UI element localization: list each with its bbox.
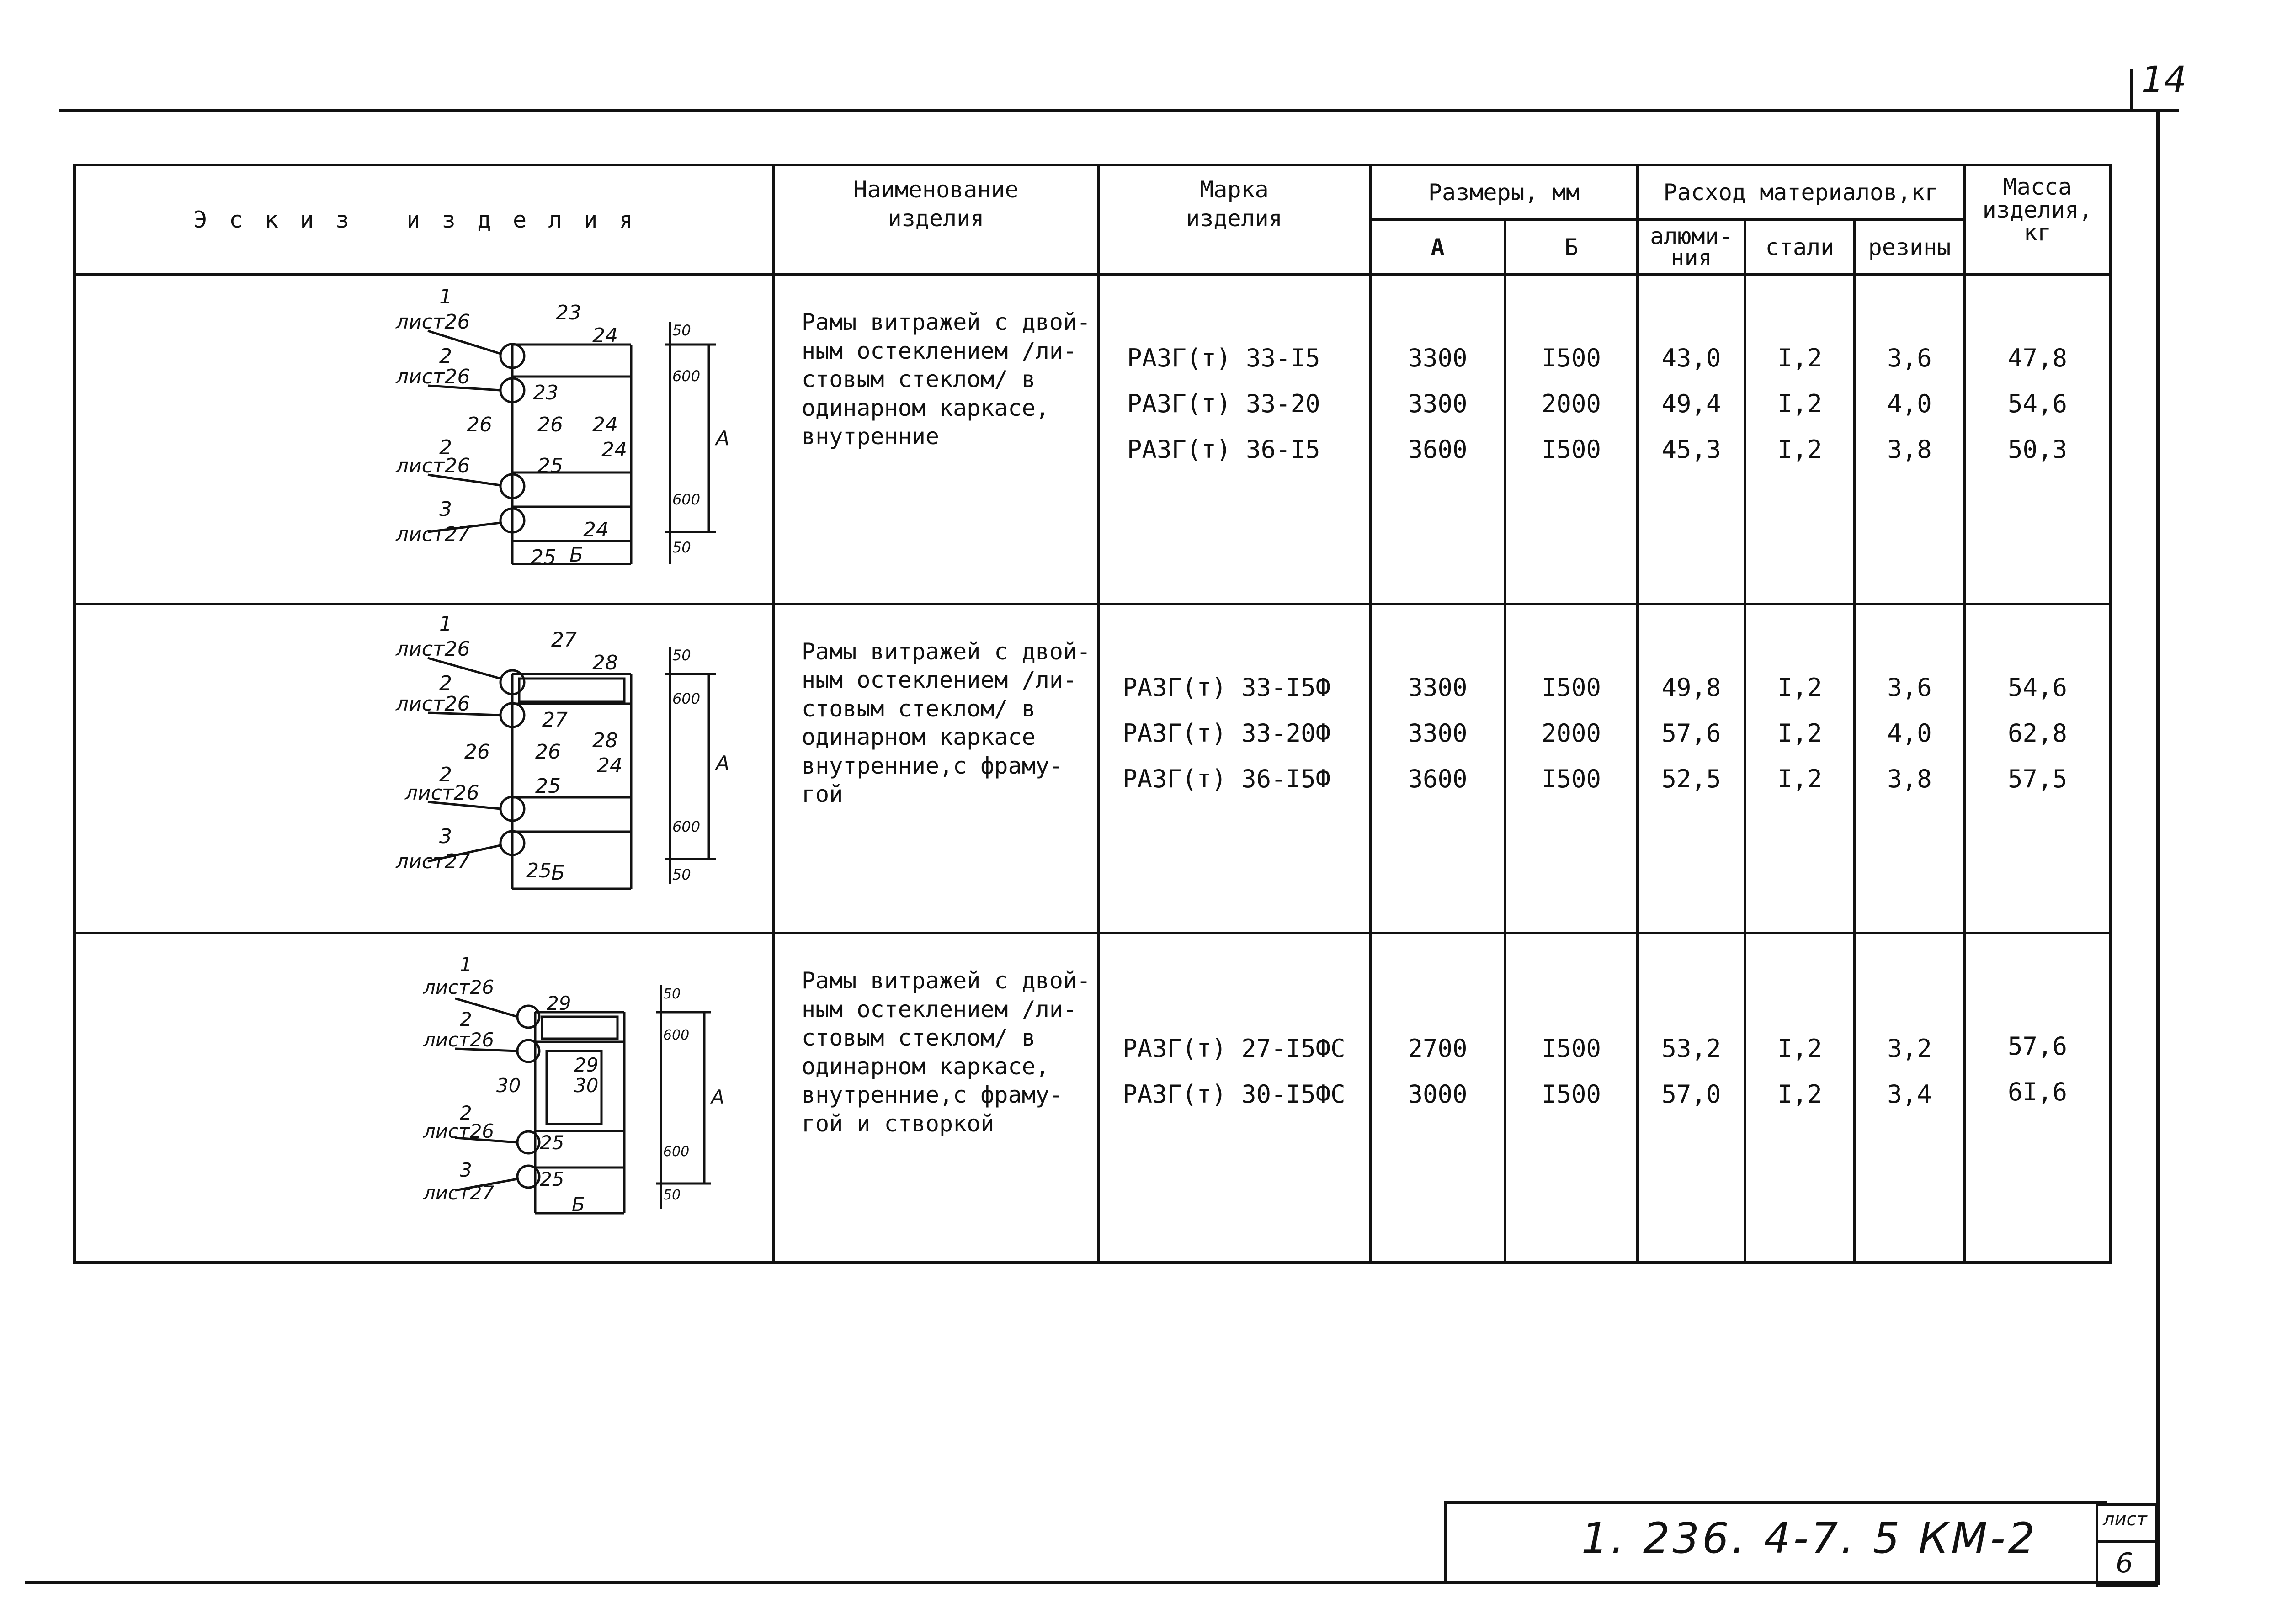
sketch-ref-num: 2 (439, 345, 452, 368)
frame-sketch-2 (76, 605, 771, 925)
sketch-dim: 50 (672, 539, 691, 556)
bottom-border-line (25, 1581, 2157, 1584)
rubber-value: 3,8 (1887, 764, 1932, 793)
sketch-part-num: 23 (556, 301, 581, 324)
sketch-part-num: 25 (540, 1131, 564, 1154)
table-row (74, 275, 2111, 604)
sketch-ref-sheet: лист27 (396, 523, 470, 546)
header-size-b: Б (1505, 220, 1638, 275)
sketch-dim: 50 (672, 646, 691, 664)
sketch-ref-sheet: лист26 (396, 692, 470, 716)
product-table (73, 164, 2112, 1264)
header-mass: Масса изделия, кг (1964, 165, 2111, 275)
size-b-value: 2000 (1541, 389, 1601, 418)
sheet-number: 6 (2116, 1547, 2133, 1579)
size-a-cell (1370, 933, 1505, 1263)
table-row (74, 933, 2111, 1263)
sketch-part-num: 30 (574, 1074, 599, 1097)
mass-value: 54,6 (2007, 389, 2068, 418)
sketch-part-num: 25 (537, 454, 563, 478)
size-a-cell (1370, 604, 1505, 934)
product-name: Рамы витражей с двой- ным остеклением /ли- стовым стеклом/ в одинарном каркасе внутренние,с фраму- гой (774, 604, 1098, 934)
sketch-dim: 600 (672, 367, 701, 385)
mass-value: 54,6 (2007, 673, 2068, 702)
size-a-value: 3000 (1408, 1080, 1468, 1109)
sketch-part-num: 26 (464, 740, 490, 764)
steel-value: I,2 (1777, 1080, 1822, 1109)
sketch-part-num: 24 (592, 413, 618, 436)
sketch-ref-sheet: лист26 (396, 454, 470, 478)
mass-cell (1964, 933, 2111, 1263)
size-b-cell (1505, 604, 1638, 934)
steel-cell (1745, 275, 1855, 604)
aluminium-value: 57,6 (1661, 718, 1721, 748)
steel-cell (1745, 933, 1855, 1263)
size-b-value: 2000 (1541, 718, 1601, 748)
steel-value: I,2 (1777, 718, 1822, 748)
rubber-value: 3,8 (1887, 435, 1932, 464)
mark-value: РАЗГ(т) 36-I5 (1127, 435, 1320, 464)
mark-value: РАЗГ(т) 27-I5ФС (1122, 1034, 1346, 1063)
mark-value: РАЗГ(т) 30-I5ФС (1122, 1080, 1346, 1109)
sketch-ref-sheet: лист27 (423, 1182, 495, 1204)
aluminium-value: 45,3 (1661, 435, 1721, 464)
sketch-ref-num: 2 (439, 763, 452, 786)
header-mark: Марка изделия (1098, 165, 1370, 275)
mark-value: РАЗГ(т) 33-I5 (1127, 344, 1320, 372)
product-name: Рамы витражей с двой- ным остеклением /ли- стовым стеклом/ в одинарном каркасе, внутренние,с фраму- гой и створкой (774, 933, 1098, 1263)
sketch-ref-num: 2 (439, 671, 452, 695)
steel-value: I,2 (1777, 1034, 1822, 1063)
aluminium-cell (1638, 933, 1745, 1263)
size-b-value: I500 (1541, 1080, 1601, 1109)
mass-value: 62,8 (2007, 718, 2068, 748)
sketch-dim-a: А (716, 427, 730, 450)
mark-cell (1098, 275, 1370, 604)
mass-value: 57,5 (2007, 764, 2068, 793)
page-number: 14 (2141, 59, 2187, 101)
frame-sketch-1 (76, 276, 771, 596)
sketch-part-num: 27 (551, 628, 577, 652)
table-row (74, 604, 2111, 934)
title-block (1444, 1501, 2107, 1579)
rubber-value: 4,0 (1887, 389, 1932, 418)
sketch-ref-num: 2 (460, 1102, 472, 1124)
sketch-ref-num: 2 (439, 436, 452, 459)
mass-cell (1964, 604, 2111, 934)
size-a-value: 3600 (1408, 764, 1468, 793)
sketch-part-num: 24 (583, 518, 609, 541)
steel-value: I,2 (1777, 435, 1822, 464)
steel-value: I,2 (1777, 344, 1822, 372)
header-rubber: резины (1855, 220, 1964, 275)
mark-value: РАЗГ(т) 33-I5Ф (1122, 673, 1331, 702)
sketch-part-num: 24 (592, 324, 618, 347)
sketch-dim-b: Б (569, 543, 584, 567)
mark-value: РАЗГ(т) 33-20 (1127, 389, 1320, 418)
sketch-ref-num: 1 (460, 953, 472, 976)
rubber-value: 3,4 (1887, 1080, 1932, 1109)
sketch-cell (74, 604, 774, 934)
mass-value: 6I,6 (2007, 1077, 2068, 1106)
sketch-part-num: 28 (592, 651, 618, 674)
sheet-label: лист (2103, 1509, 2147, 1530)
sketch-dim-b: Б (551, 861, 565, 885)
sketch-ref-sheet: лист26 (423, 1120, 495, 1142)
aluminium-cell (1638, 604, 1745, 934)
rubber-value: 3,6 (1887, 344, 1932, 372)
sketch-dim: 600 (663, 1144, 690, 1160)
mass-cell (1964, 275, 2111, 604)
header-name: Наименование изделия (774, 165, 1098, 275)
sketch-part-num: 24 (601, 438, 627, 462)
header-materials: Расход материалов,кг (1638, 165, 1964, 220)
steel-cell (1745, 604, 1855, 934)
sketch-ref-num: 3 (439, 824, 452, 848)
sketch-dim: 50 (663, 986, 681, 1002)
document-code: 1. 236. 4-7. 5 КМ-2 (1581, 1514, 2038, 1563)
size-b-value: I500 (1541, 764, 1601, 793)
sketch-part-num: 30 (496, 1074, 521, 1097)
aluminium-value: 57,0 (1661, 1080, 1721, 1109)
right-border-line (2156, 109, 2160, 1585)
sketch-part-num: 28 (592, 728, 618, 752)
aluminium-value: 53,2 (1661, 1034, 1721, 1063)
sketch-dim-a: А (716, 751, 730, 775)
sketch-dim: 600 (672, 690, 701, 707)
aluminium-value: 43,0 (1661, 344, 1721, 372)
aluminium-value: 52,5 (1661, 764, 1721, 793)
mark-cell (1098, 604, 1370, 934)
sketch-part-num: 26 (535, 740, 561, 764)
sketch-ref-sheet: лист26 (423, 976, 495, 998)
sketch-ref-sheet: лист26 (423, 1029, 495, 1051)
sketch-dim: 50 (672, 322, 691, 339)
sketch-part-num: 27 (542, 708, 568, 732)
rubber-cell (1855, 604, 1964, 934)
sketch-dim: 50 (672, 865, 691, 883)
sketch-ref-sheet: лист26 (405, 781, 479, 805)
rubber-cell (1855, 275, 1964, 604)
sketch-part-num: 25 (531, 546, 556, 569)
sketch-dim-b: Б (572, 1193, 585, 1215)
rubber-value: 3,2 (1887, 1034, 1932, 1063)
sketch-ref-sheet: лист26 (396, 637, 470, 661)
size-a-value: 3300 (1408, 344, 1468, 372)
mass-value: 47,8 (2007, 344, 2068, 372)
size-b-value: I500 (1541, 344, 1601, 372)
sketch-part-num: 25 (540, 1168, 564, 1190)
size-a-value: 2700 (1408, 1034, 1468, 1063)
steel-value: I,2 (1777, 764, 1822, 793)
sketch-ref-num: 3 (460, 1159, 472, 1181)
top-border-line (59, 109, 2179, 112)
sketch-dim: 600 (672, 817, 701, 835)
sketch-part-num: 26 (537, 413, 563, 436)
page-number-tick (2130, 69, 2133, 109)
size-b-value: I500 (1541, 1034, 1601, 1063)
mark-cell (1098, 933, 1370, 1263)
size-b-cell (1505, 933, 1638, 1263)
sketch-ref-sheet: лист26 (396, 310, 470, 334)
size-b-cell (1505, 275, 1638, 604)
sketch-part-num: 24 (597, 754, 622, 777)
sketch-part-num: 29 (547, 992, 571, 1014)
header-size-a: А (1370, 220, 1505, 275)
sketch-cell (74, 275, 774, 604)
aluminium-cell (1638, 275, 1745, 604)
sketch-part-num: 25 (535, 774, 561, 798)
header-steel: стали (1745, 220, 1855, 275)
rubber-value: 3,6 (1887, 673, 1932, 702)
sketch-ref-num: 2 (460, 1008, 472, 1030)
size-a-value: 3600 (1408, 435, 1468, 464)
size-b-value: I500 (1541, 435, 1601, 464)
sketch-dim: 600 (663, 1027, 690, 1043)
mark-value: РАЗГ(т) 33-20Ф (1122, 718, 1331, 748)
mass-value: 50,3 (2007, 435, 2068, 464)
steel-value: I,2 (1777, 673, 1822, 702)
header-sketch: Эскиз изделия (74, 165, 774, 275)
aluminium-value: 49,8 (1661, 673, 1721, 702)
sketch-ref-sheet: лист27 (396, 849, 470, 873)
size-a-value: 3300 (1408, 389, 1468, 418)
frame-sketch-3 (76, 934, 771, 1254)
header-sizes: Размеры, мм (1370, 165, 1638, 220)
rubber-cell (1855, 933, 1964, 1263)
aluminium-value: 49,4 (1661, 389, 1721, 418)
sketch-ref-num: 3 (439, 498, 452, 521)
size-a-cell (1370, 275, 1505, 604)
sketch-dim: 50 (663, 1187, 681, 1203)
sketch-ref-sheet: лист26 (396, 365, 470, 388)
sketch-ref-num: 1 (439, 285, 452, 308)
rubber-value: 4,0 (1887, 718, 1932, 748)
size-a-value: 3300 (1408, 718, 1468, 748)
header-aluminium: алюми- ния (1638, 220, 1745, 275)
sketch-cell (74, 933, 774, 1263)
sketch-ref-num: 1 (439, 612, 452, 636)
sketch-part-num: 23 (533, 381, 559, 404)
sketch-part-num: 26 (467, 413, 492, 436)
mark-value: РАЗГ(т) 36-I5Ф (1122, 764, 1331, 793)
mass-value: 57,6 (2007, 1032, 2068, 1061)
size-b-value: I500 (1541, 673, 1601, 702)
product-name: Рамы витражей с двой- ным остеклением /ли- стовым стеклом/ в одинарном каркасе, внутренние (774, 275, 1098, 604)
sketch-dim-a: А (711, 1086, 724, 1108)
steel-value: I,2 (1777, 389, 1822, 418)
sketch-part-num: 25 (526, 859, 552, 882)
size-a-value: 3300 (1408, 673, 1468, 702)
sketch-dim: 600 (672, 491, 701, 508)
sketch-part-num: 29 (574, 1054, 599, 1076)
sheet-box (2096, 1503, 2158, 1587)
